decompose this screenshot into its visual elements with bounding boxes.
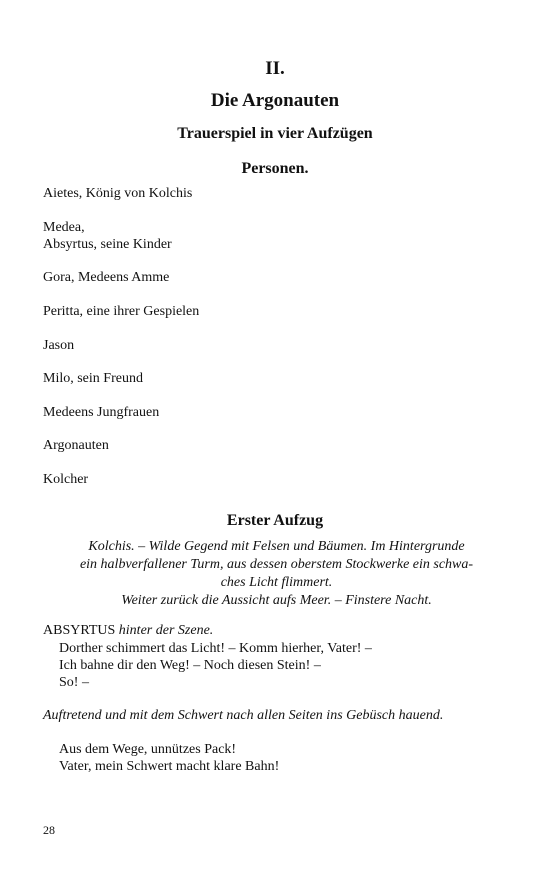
person-entry: Medea,	[43, 220, 85, 235]
stage-line: ein halbverfallener Turm, aus dessen oberstem Stockwerke ein schwa-	[79, 557, 474, 572]
page-number: 28	[43, 823, 55, 837]
verse-line: Dorther schimmert das Licht! – Komm hierher, Vater! –	[59, 641, 372, 656]
person-entry: Medeens Jungfrauen	[43, 405, 160, 420]
speaker-line	[43, 622, 213, 640]
person-entry: Argonauten	[43, 438, 109, 453]
act-heading: Erster Aufzug	[226, 512, 324, 529]
verse-line: So! –	[59, 675, 89, 690]
stage-line: Kolchis. – Wilde Gegend mit Felsen und Bäumen. Im Hintergrunde	[88, 539, 465, 554]
play-title: Die Argonauten	[210, 90, 340, 111]
speaker-direction: hinter der Szene.	[118, 623, 214, 638]
person-entry: Absyrtus, seine Kinder	[43, 237, 172, 252]
verse-line: Vater, mein Schwert macht klare Bahn!	[59, 759, 280, 774]
person-entry: Peritta, eine ihrer Gespielen	[43, 304, 200, 319]
personen-heading: Personen.	[241, 160, 309, 177]
chapter-number: II.	[265, 58, 285, 79]
verse-line: Ich bahne dir den Weg! – Noch diesen Stein! –	[59, 658, 321, 673]
stage-line: Weiter zurück die Aussicht aufs Meer. – Finstere Nacht.	[121, 593, 432, 608]
person-entry: Aietes, König von Kolchis	[43, 186, 193, 201]
stage-description	[43, 538, 510, 610]
person-entry: Kolcher	[43, 472, 89, 487]
play-subtitle: Trauerspiel in vier Aufzügen	[177, 125, 373, 142]
speaker-name: ABSYRTUS	[43, 623, 116, 638]
verse-line: Aus dem Wege, unnützes Pack!	[59, 742, 237, 757]
stage-direction: Auftretend und mit dem Schwert nach allen Seiten ins Gebüsch hauend.	[43, 708, 444, 723]
stage-line: ches Licht flimmert.	[220, 575, 333, 590]
person-entry: Gora, Medeens Amme	[43, 270, 170, 285]
person-entry: Milo, sein Freund	[43, 371, 143, 386]
person-entry: Jason	[43, 338, 75, 353]
